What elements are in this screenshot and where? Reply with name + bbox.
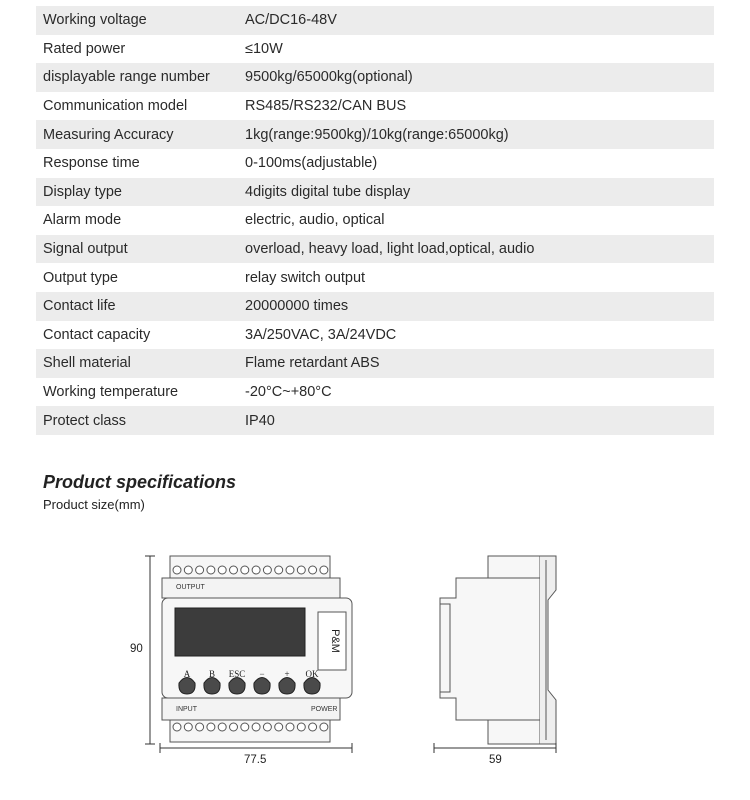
terminal-screw-icon — [309, 566, 317, 574]
terminal-screw-icon — [286, 566, 294, 574]
spec-value: 20000000 times — [245, 298, 349, 315]
spec-key: Rated power — [43, 40, 126, 57]
terminal-screw-icon — [207, 566, 215, 574]
keypad-button — [204, 678, 220, 695]
terminal-screw-icon — [275, 723, 283, 731]
terminal-screw-icon — [173, 723, 181, 731]
keypad-button-label: + — [284, 669, 290, 679]
height-dimension: 90 — [130, 643, 143, 655]
spec-key: Output type — [43, 269, 118, 286]
terminal-screw-icon — [297, 723, 305, 731]
spec-key: Contact life — [43, 298, 116, 315]
terminal-screw-icon — [218, 566, 226, 574]
depth-dimension: 59 — [489, 754, 502, 766]
terminal-screw-icon — [252, 566, 260, 574]
terminal-screw-icon — [286, 723, 294, 731]
keypad-button-label: − — [259, 669, 265, 679]
terminal-screw-icon — [241, 566, 249, 574]
terminal-screw-icon — [241, 723, 249, 731]
spec-key: Protect class — [43, 412, 126, 429]
section-subtitle: Product size(mm) — [43, 497, 145, 512]
spec-value: overload, heavy load, light load,optical, audio — [245, 241, 535, 258]
spec-key: Signal output — [43, 241, 128, 258]
spec-value: RS485/RS232/CAN BUS — [245, 98, 407, 115]
terminal-screw-icon — [297, 566, 305, 574]
terminal-screw-icon — [218, 723, 226, 731]
spec-value: electric, audio, optical — [245, 212, 385, 229]
brand-label: P&M — [329, 629, 341, 653]
spec-value: 0-100ms(adjustable) — [245, 155, 378, 172]
terminal-screw-icon — [196, 566, 204, 574]
spec-value: 1kg(range:9500kg)/10kg(range:65000kg) — [245, 126, 509, 143]
spec-key: Working voltage — [43, 12, 147, 29]
keypad-button-label: ESC — [228, 669, 246, 679]
side-view — [434, 556, 556, 753]
spec-key: Working temperature — [43, 384, 179, 401]
width-dimension: 77.5 — [244, 754, 267, 766]
spec-value: -20°C~+80°C — [245, 384, 332, 401]
keypad-button — [254, 678, 270, 695]
keypad-button — [229, 678, 245, 695]
spec-value: 3A/250VAC, 3A/24VDC — [245, 326, 397, 343]
keypad-button-label: B — [208, 669, 216, 679]
spec-value: AC/DC16-48V — [245, 12, 337, 29]
keypad-button — [304, 678, 320, 695]
keypad-button — [179, 678, 195, 695]
spec-key: Alarm mode — [43, 212, 122, 229]
spec-value: IP40 — [245, 412, 275, 429]
spec-value: 4digits digital tube display — [245, 183, 411, 200]
spec-value: 9500kg/65000kg(optional) — [245, 69, 413, 86]
terminal-screw-icon — [263, 723, 271, 731]
spec-key: Measuring Accuracy — [43, 126, 174, 143]
terminal-screw-icon — [320, 723, 328, 731]
terminal-screw-icon — [309, 723, 317, 731]
terminal-screw-icon — [230, 566, 238, 574]
terminal-screw-icon — [320, 566, 328, 574]
spec-key: Communication model — [43, 98, 188, 115]
spec-value: Flame retardant ABS — [245, 355, 380, 372]
terminal-screw-icon — [184, 566, 192, 574]
terminal-screw-icon — [263, 566, 271, 574]
terminal-screw-icon — [207, 723, 215, 731]
power-label: POWER — [311, 706, 338, 713]
keypad-button-label: A — [183, 669, 191, 679]
section-title: Product specifications — [43, 472, 237, 492]
spec-key: Shell material — [43, 355, 131, 372]
terminal-screw-icon — [173, 566, 181, 574]
spec-key: Response time — [43, 155, 140, 172]
terminal-screw-icon — [275, 566, 283, 574]
spec-value: ≤10W — [245, 40, 283, 57]
terminal-screw-icon — [230, 723, 238, 731]
spec-value: relay switch output — [245, 269, 366, 286]
keypad-button-label: OK — [305, 669, 319, 679]
terminal-screw-icon — [184, 723, 192, 731]
input-label: INPUT — [176, 706, 197, 713]
keypad-button — [279, 678, 295, 695]
terminal-screw-icon — [252, 723, 260, 731]
spec-key: Contact capacity — [43, 326, 151, 343]
spec-key: displayable range number — [43, 69, 210, 86]
terminal-screw-icon — [196, 723, 204, 731]
output-label: OUTPUT — [176, 584, 205, 591]
spec-key: Display type — [43, 183, 122, 200]
